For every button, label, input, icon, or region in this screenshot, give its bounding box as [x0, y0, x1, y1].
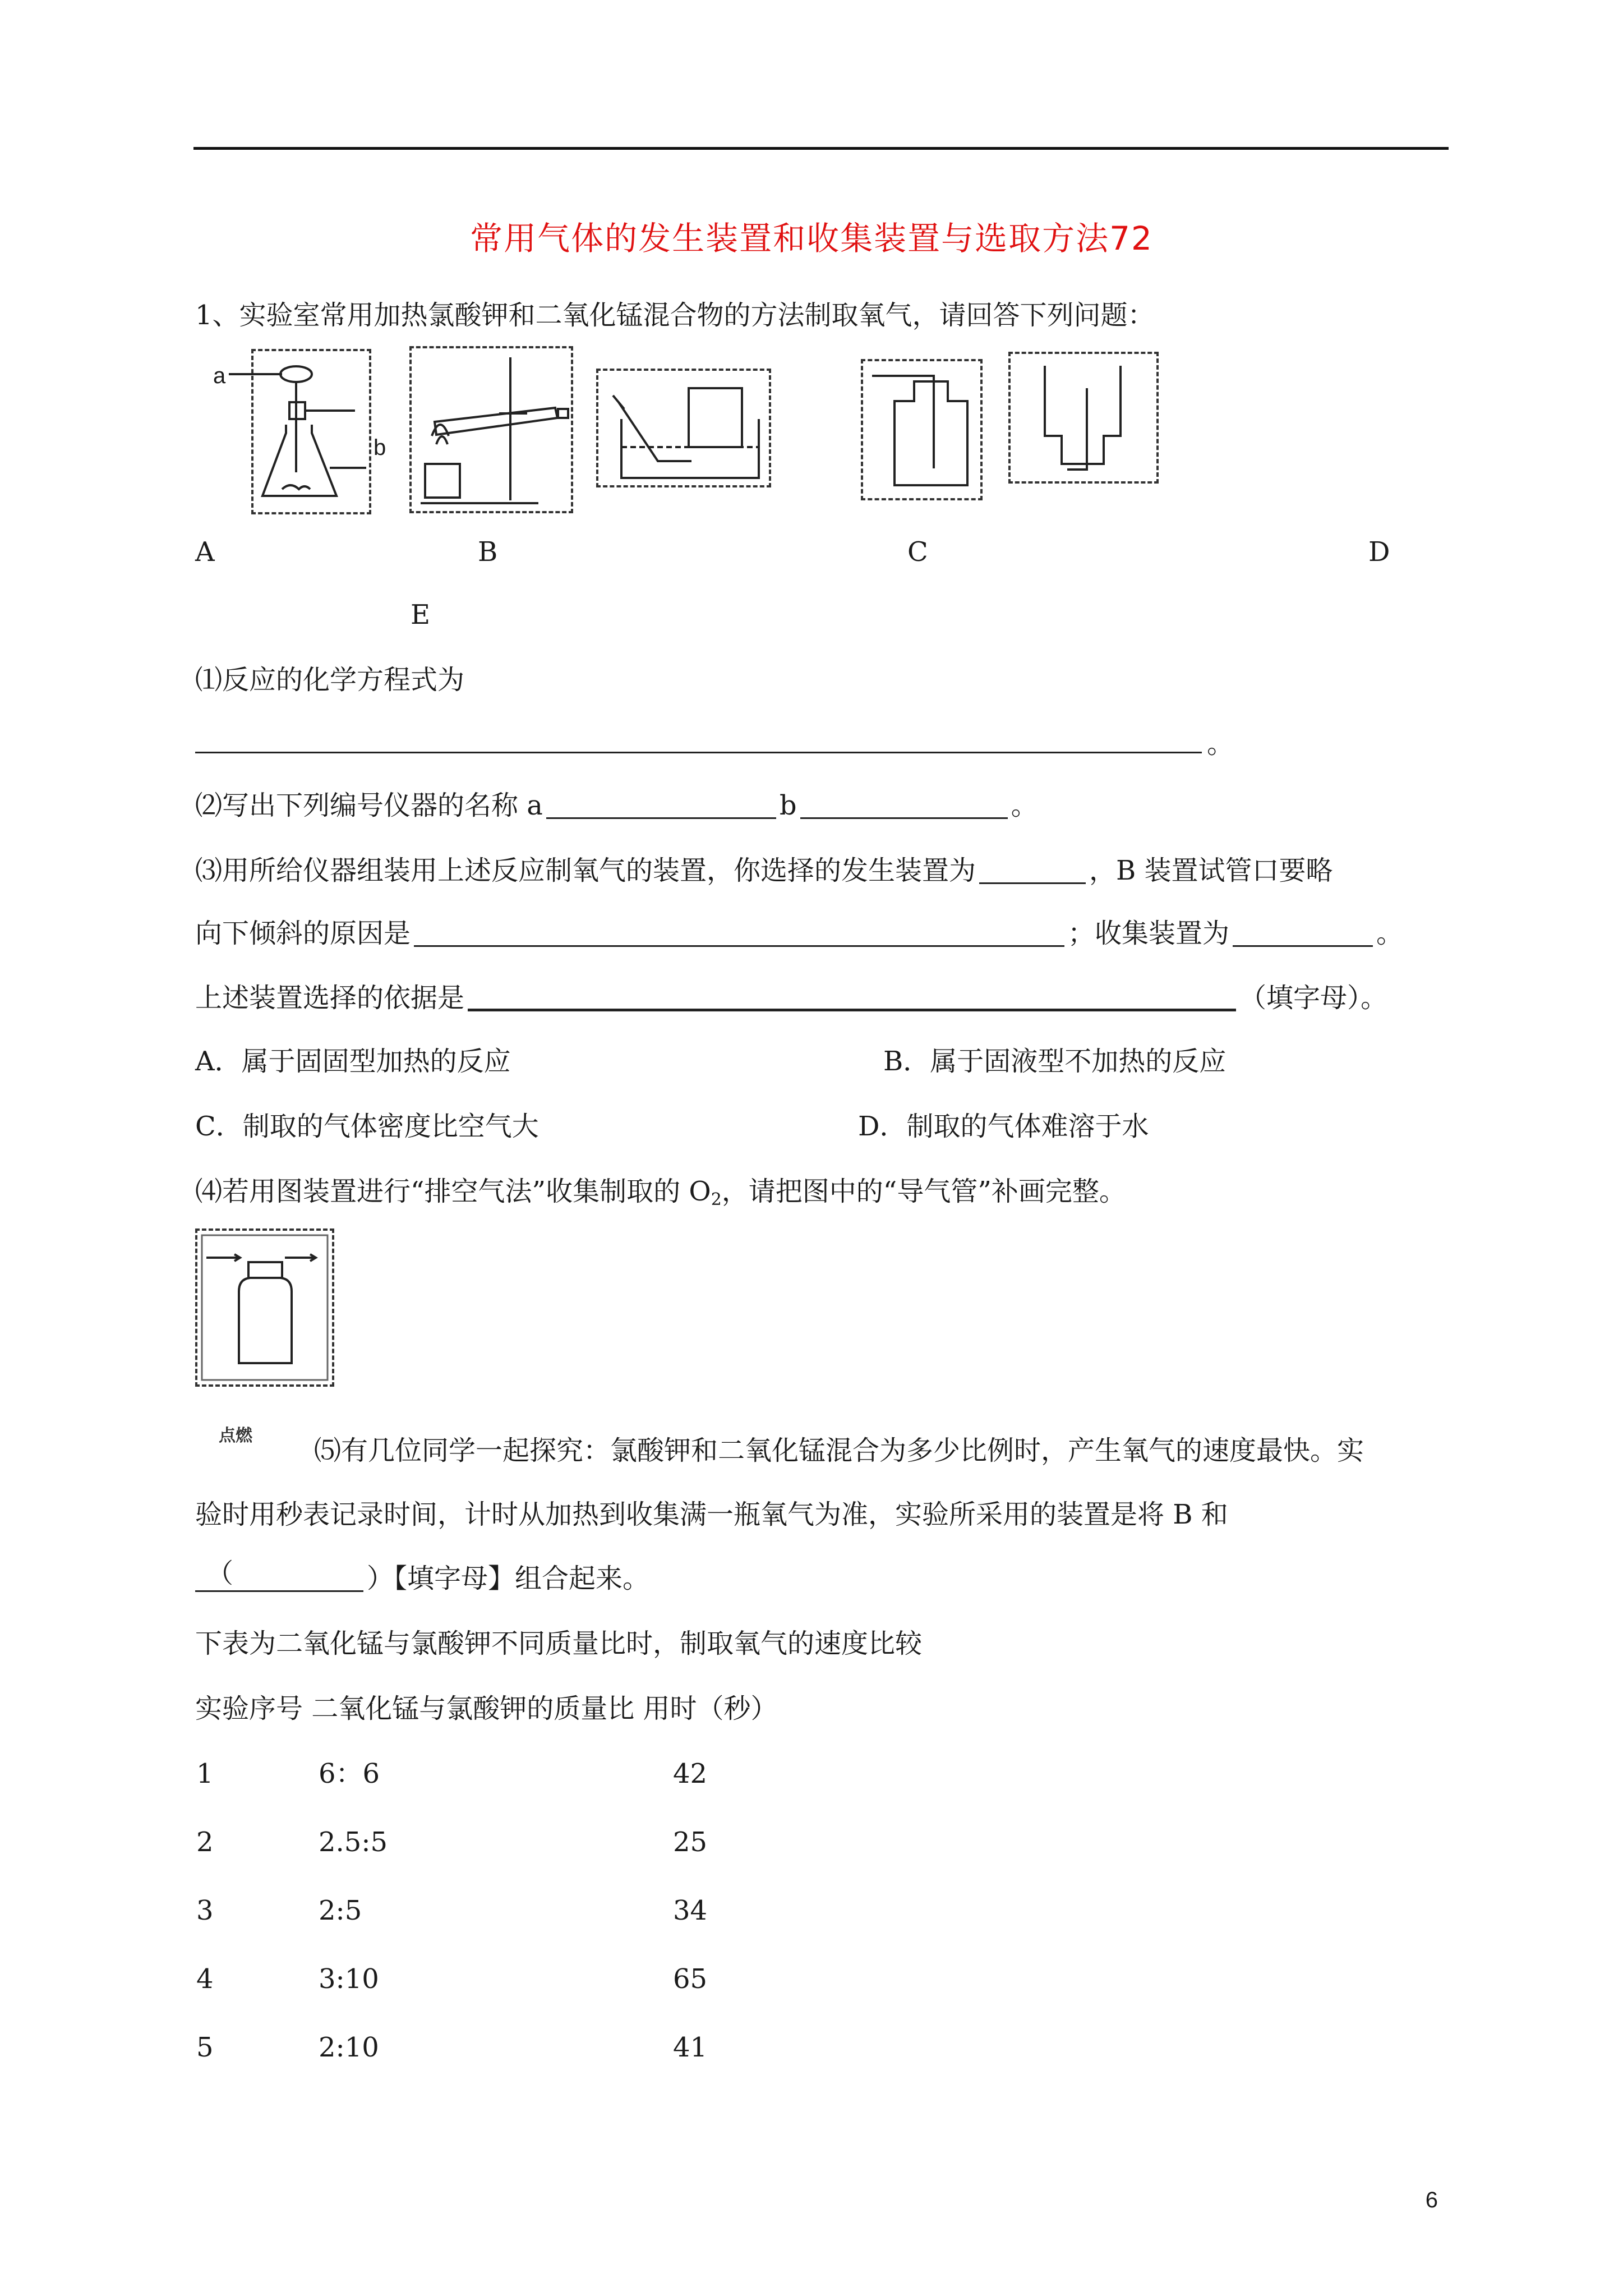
- cell-time: 42: [673, 1758, 708, 1789]
- blank-combination[interactable]: [195, 1558, 363, 1592]
- cell-no: 2: [196, 1826, 214, 1858]
- q1-2-prefix: ⑵写出下列编号仪器的名称 a: [195, 790, 543, 821]
- blank-instrument-a[interactable]: [546, 793, 776, 819]
- option-b: B．属于固液型不加热的反应: [883, 1046, 1227, 1077]
- table-row: [0, 1897, 1623, 1925]
- table-row: [0, 1760, 1623, 1788]
- table-caption: 下表为二氧化锰与氯酸钾不同质量比时，制取氧气的速度比较: [195, 1628, 923, 1659]
- cell-time: 25: [673, 1826, 708, 1858]
- cell-time: 34: [673, 1895, 708, 1926]
- q1-4-subscript: 2: [711, 1190, 722, 1209]
- cell-no: 3: [196, 1895, 214, 1926]
- label-a: a: [213, 364, 226, 388]
- water-trough-collection-icon: [596, 369, 771, 487]
- test-tube-heating-apparatus-icon: [409, 346, 573, 513]
- option-d: D．制取的气体难溶于水: [858, 1111, 1149, 1142]
- table-row: [0, 1963, 1623, 1995]
- apparatus-letter-b: B: [478, 536, 498, 568]
- q1-2-end: 。: [1011, 790, 1038, 821]
- question-1-5-line2: 验时用秒表记录时间，计时从加热到收集满一瓶氧气为准，实验所采用的装置是将 B 和: [195, 1499, 1228, 1530]
- q1-5-open-paren: （: [206, 1558, 234, 1589]
- question-1-1-end: 。: [1207, 728, 1234, 760]
- blank-reason[interactable]: [414, 921, 1064, 947]
- cell-no: 4: [196, 1963, 214, 1995]
- label-b: b: [374, 435, 386, 460]
- apparatus-letter-c: C: [907, 536, 928, 568]
- cell-time: 41: [673, 2032, 708, 2063]
- cell-ratio: 2:5: [319, 1895, 362, 1926]
- q1-3-line2-mid: ；收集装置为: [1068, 918, 1230, 949]
- small-stamp-text: 点燃: [219, 1426, 252, 1446]
- page-number: 6: [1425, 2188, 1438, 2212]
- blank-instrument-b[interactable]: [800, 793, 1008, 819]
- question-1-2: [195, 792, 1038, 819]
- q1-3-line2-end: 。: [1376, 918, 1404, 949]
- question-1-3-line2: [195, 920, 1403, 947]
- header-rule: [193, 147, 1449, 150]
- q1-2-mid: b: [779, 790, 797, 821]
- question-1-intro: 1、实验室常用加热氯酸钾和二氧化锰混合物的方法制取氧气，请回答下列问题：: [195, 300, 1155, 331]
- answer-line-equation: [195, 752, 1202, 753]
- table-row: [0, 1826, 1623, 1858]
- q1-4-suffix: ，请把图中的“导气管”补画完整。: [721, 1176, 1126, 1207]
- blank-collector[interactable]: [1233, 921, 1373, 947]
- apparatus-letter-a: A: [195, 536, 215, 568]
- gas-bottle-inverted-icon: [1008, 352, 1159, 484]
- blank-generator[interactable]: [979, 858, 1086, 884]
- cell-ratio: 2:10: [319, 2032, 379, 2063]
- question-1-3-line1: [195, 857, 1333, 884]
- question-1-5-line1: ⑸有几位同学一起探究：氯酸钾和二氧化锰混合为多少比例时，产生氧气的速度最快。实: [314, 1435, 1364, 1466]
- q1-3-line2-prefix: 向下倾斜的原因是: [195, 918, 411, 949]
- cell-ratio: 6：6: [319, 1758, 380, 1789]
- cell-no: 5: [196, 2032, 214, 2063]
- cell-ratio: 3:10: [319, 1963, 379, 1995]
- empty-gas-bottle-icon[interactable]: [195, 1228, 334, 1387]
- q1-3-line3-prefix: 上述装置选择的依据是: [195, 982, 465, 1014]
- blank-basis[interactable]: [468, 984, 1236, 1011]
- apparatus-letter-d: D: [1368, 536, 1390, 568]
- option-a: A．属于固固型加热的反应: [195, 1046, 511, 1077]
- conical-flask-apparatus-icon: [251, 349, 371, 514]
- q1-5-close: ）【填字母】组合起来。: [367, 1563, 650, 1594]
- option-c: C．制取的气体密度比空气大: [195, 1111, 539, 1142]
- q1-3-line1-prefix: ⑶用所给仪器组装用上述反应制氧气的装置，你选择的发生装置为: [195, 855, 976, 886]
- question-1-1: ⑴反应的化学方程式为: [195, 664, 465, 696]
- table-row: [0, 2034, 1623, 2062]
- cell-time: 65: [673, 1963, 708, 1995]
- question-1-4: [195, 1178, 1126, 1208]
- question-1-5-line3: [195, 1558, 650, 1594]
- page-title: 常用气体的发生装置和收集装置与选取方法72: [470, 219, 1153, 257]
- gas-bottle-upright-icon: [861, 359, 983, 500]
- table-header: 实验序号 二氧化锰与氯酸钾的质量比 用时（秒）: [195, 1693, 778, 1724]
- question-1-3-line3: [195, 982, 1388, 1014]
- cell-no: 1: [196, 1758, 214, 1789]
- q1-4-prefix: ⑷若用图装置进行“排空气法”收集制取的 O: [195, 1176, 711, 1207]
- cell-ratio: 2.5:5: [319, 1826, 388, 1858]
- q1-3-line3-suffix: （填字母）。: [1239, 982, 1388, 1014]
- apparatus-letter-e: E: [411, 599, 431, 631]
- q1-3-line1-suffix: ，B 装置试管口要略: [1089, 855, 1333, 886]
